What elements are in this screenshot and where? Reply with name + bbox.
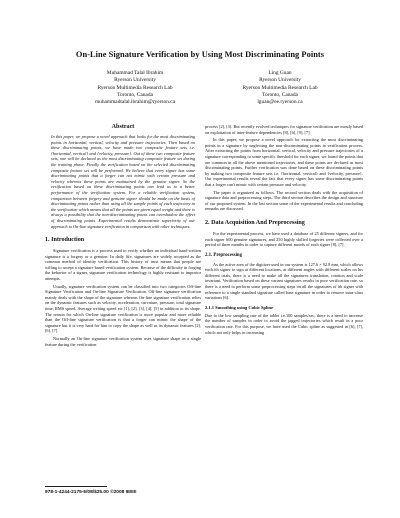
intro-paragraph: In this paper, we propose a novel approach for extracting the most discriminating points in a signature by neglecting the non-discriminating points in verification process. After extracting the points from horizontal, vertical, velocity and pressure trajectories of a signature corresponding to some specific threshold for each signer, we found the points that are common in all the above mentioned trajectories, and these points are declared as most discriminating points. Further verification was done based on these discriminating points by making two composite feature sets i.e. {horizontal, vertical} and {velocity, pressure}. Our experimental results reveal the fact that every signer has some discriminating points that a forger can't mimic with certain pressure and velocity. [205, 137, 363, 187]
author-lab: Ryerson Multimedia Research Lab [242, 84, 318, 91]
author-email: muhammadtalal.ibrahim@ryerson.ca [94, 99, 176, 106]
section-paragraph: Due to the low sampling rate of the tablet i.e.100 samples/sec, there is a need to increase the number of samples in order to avoid the jagged trajectories which result in a poor verification rate. For this purpose, we have used the Cubic spline as suggested in [6], [7], which not only helps in increasing [205, 312, 363, 335]
author-affiliation: Ryerson University [114, 77, 156, 84]
abstract-heading: Abstract [111, 124, 135, 130]
author-block-2 [205, 70, 355, 106]
paper-title: On-Line Signature Verification by Using Most Discriminating Points [75, 50, 325, 59]
intro-paragraph: Signature verification is a process used to verify whether an individual hand-written signature is a forgery or a genuine. In daily life, signatures are widely accepted as the common method of identity verification. This history of trust means that people are willing to accept a signature based verification system. Because of the difficulty in forging the behavior of a signer, signature verification technology is highly resistant to impostor attempts. [45, 248, 201, 282]
abstract-text: In this paper, we propose a novel approach that looks for the most discriminating points in horizontal, vertical, velocity and pressure trajectories. Then based on these discriminating points, we have made two composite feature sets i.e. {horizontal, vertical} and {velocity, pressure}. Out of these two composite feature sets, one will be declared as the most discriminating composite feature set during the training phase. Finally the verification based on the selected discriminating composite feature set will be performed. We believe that every signer has some discriminating points that a forger can not mimic with certain pressure and velocity whereas these points are maintained by the genuine signer. So the verification based on these discriminating points can lead us to a better performance of the verification system. For a reliable verification system, comparison between forgery and genuine signer should be made on the basis of discriminating points rather than using all the sample points of each trajectory in the verification which means that all the points are given equal weight and there is always a possibility that the non-discriminating points can overshadow the effect of discriminating points. Experimental results demonstrate superiority of our approach to On-line signature verification in comparison with other techniques. [51, 134, 195, 229]
author-block-1 [60, 70, 210, 106]
section-heading-introduction: 1. Introduction [45, 237, 85, 244]
footer-rule [45, 486, 107, 487]
author-name: Ling Guan [268, 70, 292, 76]
author-name: Muhammad Talal Ibrahim [106, 70, 164, 76]
author-city: Toronto, Canada [117, 91, 153, 98]
intro-paragraph: Usually, signature verification system can be classified into two categories Off-line Signature Verification and On-line Signature Verification. Off-line signature verification mainly deals with the shape of the signature whereas On-line signature verification relies on the dynamic features such as velocity, acceleration, curvature, pressure, total signature time, RMS speed, Average writing speed etc [1], [2], [3], [4], [5] in addition to its shape. The reason for which On-line signature verification is more popular and more reliable than the Off-line signature verification is that a forger can mimic the shape of the signature but it is very hard for him to copy the shape as well as its dynamic features [2], [6], [7]. [45, 283, 201, 334]
copyright-footer: 978-1-4244-2175-6/08/$25.00 ©2008 IEEE [45, 490, 137, 495]
author-email: lguan@ee.ryerson.ca [257, 99, 303, 106]
author-affiliation: Ryerson University [259, 77, 301, 84]
intro-continuation: process [2], [3]. But recently evolved techniques for signature verification are mostly based on exploitation of inter-feature dependencies [8], [6], [9], [7]. [205, 124, 363, 135]
right-column [205, 124, 363, 337]
intro-paragraph: Normally an On-line signature verification system uses signature shape as a single feature during the verification [45, 336, 201, 347]
left-column [45, 124, 201, 349]
subsection-heading-preprocessing: 2.1. Preprocessing [205, 252, 242, 258]
author-city: Toronto, Canada [262, 91, 298, 98]
section-paragraph: For the experimental process, we have used a database of 25 different signers, and for each signer 600 genuine signatures, and 250 highly skilled forgeries were collected over a period of three months in order to capture different moods of each signer [8], [7]. [205, 230, 363, 248]
section-heading-data-acquisition: 2. Data Acquisition And Preprocessing [205, 219, 305, 226]
section-paragraph: As the active area of the digitizer used in our system is 127.6 × 92.8 mm, which allows each ith signer to sign at different locations, at different angles with different scales on his different trials, there is a need to make all the signatures translation, rotation and scale invariant. Verification based on these variant signatures results in poor verification rate, so there is a need to perform some preprocessing steps on all the signatures of ith signer with reference to a single standard signature called base signature in order to remove intra-class variations [6]. [205, 261, 363, 301]
subsubsection-heading-smoothing: 2.1.1 Smoothing using Cubic Spline [205, 304, 274, 310]
author-lab: Ryerson Multimedia Research Lab [97, 84, 173, 91]
intro-paragraph: The paper is organized as follows. The second section deals with the acquisition of signature data and preprocessing steps. The third section describes the design and structure of our proposed system. In the last section some of the experimental results and concluding remarks are discussed. [205, 189, 363, 212]
